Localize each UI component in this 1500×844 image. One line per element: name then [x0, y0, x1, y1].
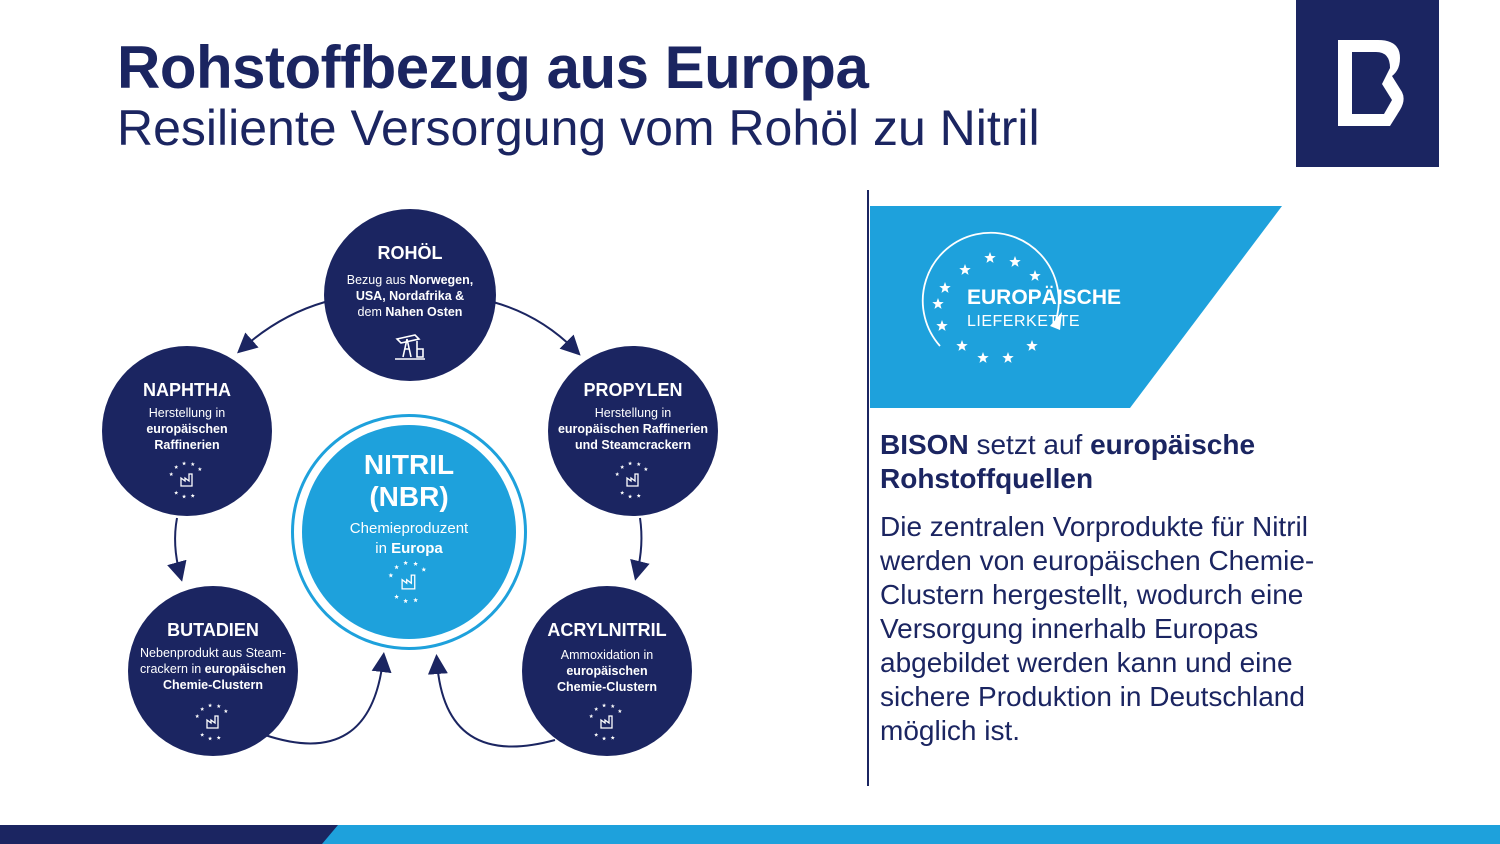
node-rohoel	[324, 209, 496, 381]
bison-b-logo-icon	[1296, 0, 1439, 167]
node-nitril-title: NITRIL (NBR)	[363, 449, 455, 512]
arrow-propylen-acrylnitril	[637, 518, 641, 573]
oil-pump-icon	[393, 333, 427, 361]
node-rohoel-desc: Bezug aus Norwegen, USA, Nordafrika & dem Nahen Osten	[346, 273, 474, 319]
eu-factory-icon	[386, 559, 432, 605]
node-propylen	[548, 346, 718, 516]
eu-factory-icon	[193, 702, 233, 742]
footer-bar	[0, 825, 1500, 844]
node-nitril	[302, 425, 516, 639]
node-naphtha-desc: Herstellung in europäischen Raffinerien	[146, 406, 228, 452]
node-butadien-desc: Nebenprodukt aus Steam- crackern in europäischen Chemie-Clustern	[140, 646, 286, 692]
page-subtitle: Resiliente Versorgung vom Rohöl zu Nitril	[117, 100, 1040, 156]
node-propylen-desc: Herstellung in europäischen Raffinerien und Steamcrackern	[557, 406, 709, 452]
divider-line	[867, 190, 869, 786]
arrow-naphtha-butadien	[175, 518, 180, 574]
arrow-rohoel-propylen	[493, 302, 575, 350]
node-propylen-title: PROPYLEN	[583, 380, 683, 400]
node-naphtha	[102, 346, 272, 516]
node-acrylnitril-title: ACRYLNITRIL	[547, 620, 667, 640]
page-title: Rohstoffbezug aus Europa	[117, 34, 869, 101]
bison-logo	[1296, 0, 1439, 167]
node-butadien	[128, 586, 298, 756]
right-body-text: Die zentralen Vorprodukte für Nitril werden von europäischen Chemie-Clustern hergestellt, wodurch eine Versorgung innerhalb Europas abgebildet werden kann und eine sichere Produktion in Deutschland möglich ist.	[880, 511, 1315, 746]
node-naphtha-title: NAPHTHA	[143, 380, 231, 400]
node-acrylnitril	[522, 586, 692, 756]
eu-factory-icon	[587, 702, 627, 742]
badge-title: EUROPÄISCHE	[967, 286, 1122, 309]
node-butadien-title: BUTADIEN	[167, 620, 259, 640]
node-acrylnitril-desc: Ammoxidation in europäischen Chemie-Clustern	[556, 648, 658, 694]
node-rohoel-title: ROHÖL	[377, 243, 443, 263]
eu-factory-icon	[613, 460, 653, 500]
arrow-rohoel-naphtha	[243, 302, 325, 348]
eu-factory-icon	[167, 460, 207, 500]
node-nitril-desc: Chemieproduzent in Europa	[349, 520, 469, 557]
right-heading: BISON setzt auf europäische Rohstoffquellen	[880, 429, 1256, 494]
badge-subtitle: LIEFERKETTE	[967, 313, 1081, 330]
